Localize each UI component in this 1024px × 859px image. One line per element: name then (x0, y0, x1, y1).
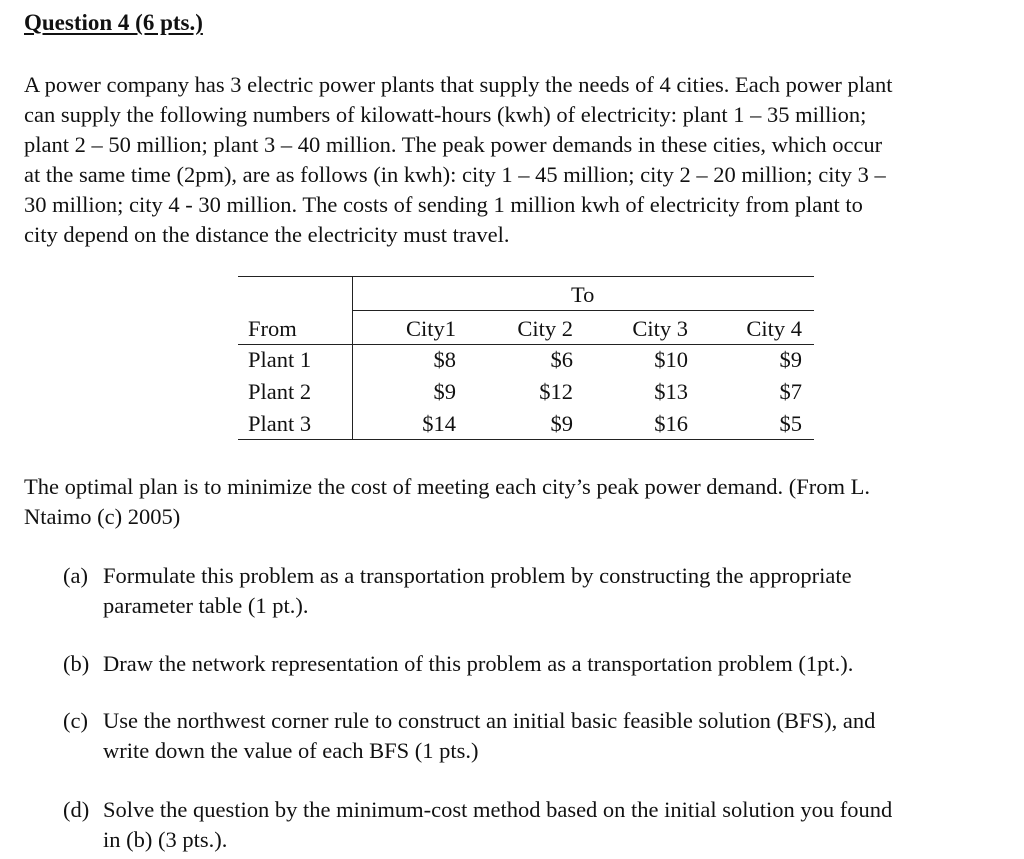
objective-note-line: The optimal plan is to minimize the cost of meeting each city’s peak power demand. (From L. (24, 474, 871, 499)
subquestion-line: Solve the question by the minimum-cost method based on the initial solution you found (103, 797, 893, 822)
subquestion-label: (c) (63, 708, 88, 733)
subquestion-text (103, 706, 1023, 766)
table-cell: $9 (550, 411, 573, 436)
table-cell: $5 (779, 411, 802, 436)
subquestion-text (103, 795, 1023, 855)
problem-statement-line: at the same time (2pm), are as follows (in kwh): city 1 – 45 million; city 2 – 20 million; city 3 – (24, 162, 886, 187)
subquestion-text (103, 649, 1023, 679)
table-cell: $7 (779, 379, 802, 404)
table-cell: $6 (550, 347, 573, 372)
table-bottom-rule (238, 439, 814, 440)
to-header: To (571, 282, 595, 307)
subquestion-label: (d) (63, 797, 90, 822)
row-label-plant2: Plant 2 (248, 379, 312, 404)
question-heading: Question 4 (6 pts.) (24, 10, 203, 35)
table-cell: $13 (654, 379, 688, 404)
table-cell: $9 (779, 347, 802, 372)
column-header-city1: City1 (405, 316, 456, 341)
subquestion-label: (a) (63, 563, 88, 588)
from-header: From (248, 316, 297, 341)
subquestion-line: in (b) (3 pts.). (103, 827, 228, 852)
cost-table (238, 276, 814, 440)
problem-statement-line: city depend on the distance the electricity must travel. (24, 222, 510, 247)
table-cell: $9 (433, 379, 456, 404)
objective-note-line: Ntaimo (c) 2005) (24, 504, 181, 529)
row-label-plant3: Plant 3 (248, 411, 312, 436)
subquestion-line: write down the value of each BFS (1 pts.) (103, 738, 479, 763)
objective-note (24, 472, 870, 532)
subquestion-line: Use the northwest corner rule to construct an initial basic feasible solution (BFS), and (103, 708, 876, 733)
subquestion-line: Formulate this problem as a transportation problem by constructing the appropriate (103, 563, 852, 588)
subquestion-text (103, 561, 1023, 621)
problem-statement-line: A power company has 3 electric power plants that supply the needs of 4 cities. Each power plant (24, 72, 893, 97)
table-cell: $8 (433, 347, 456, 372)
table-cell: $12 (539, 379, 573, 404)
column-header-city2: City 2 (517, 316, 573, 341)
table-column-divider (352, 276, 353, 440)
row-label-plant1: Plant 1 (248, 347, 312, 372)
problem-statement-line: can supply the following numbers of kilowatt-hours (kwh) of electricity: plant 1 – 35 million; (24, 102, 867, 127)
subquestion-line: Draw the network representation of this problem as a transportation problem (1pt.). (103, 651, 854, 676)
table-cell: $16 (654, 411, 688, 436)
table-subheader-rule (352, 310, 814, 311)
table-header-rule (238, 344, 814, 345)
problem-statement-line: plant 2 – 50 million; plant 3 – 40 million. The peak power demands in these cities, which occur (24, 132, 883, 157)
subquestion-label: (b) (63, 651, 90, 676)
problem-statement (24, 70, 893, 250)
table-cell: $14 (422, 411, 456, 436)
column-header-city4: City 4 (746, 316, 802, 341)
column-header-city3: City 3 (632, 316, 688, 341)
table-cell: $10 (654, 347, 688, 372)
subquestion-line: parameter table (1 pt.). (103, 593, 309, 618)
table-top-rule (238, 276, 814, 277)
problem-statement-line: 30 million; city 4 - 30 million. The costs of sending 1 million kwh of electricity from plant to (24, 192, 863, 217)
